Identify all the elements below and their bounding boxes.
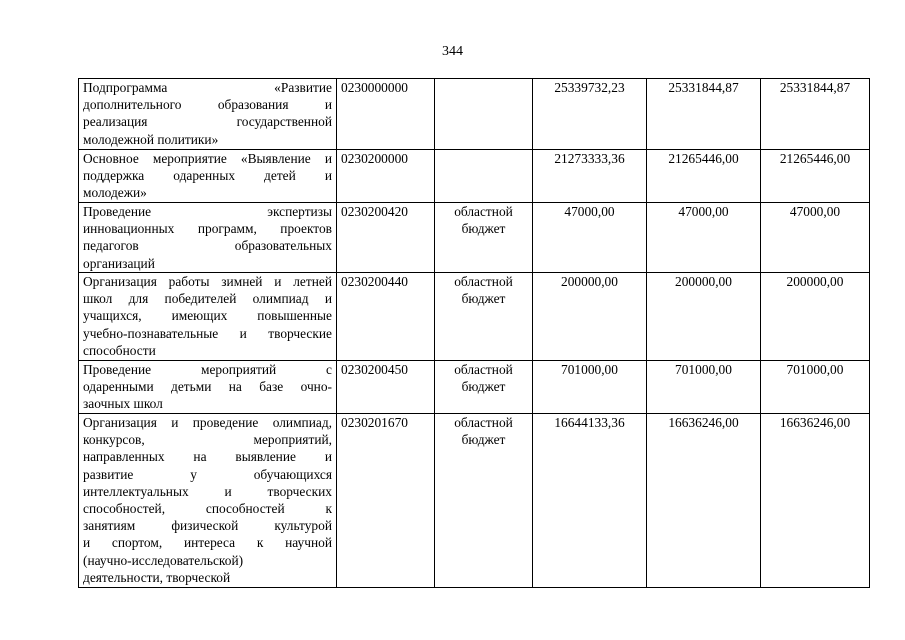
row-amount-cell-1: 47000,00 [533,203,647,273]
row-name-line: заочных школ [83,396,163,412]
row-name-line: реализация государственной [83,114,332,130]
row-amount-cell-1: 16644133,36 [533,414,647,588]
row-amount-cell-3: 200000,00 [761,273,870,361]
row-amount-cell-3: 16636246,00 [761,414,870,588]
table-row [79,414,870,588]
row-code-cell: 0230200440 [337,273,435,361]
table-row [79,150,870,203]
row-funding-source-line: областной [454,415,513,430]
row-name-line: инновационных программ, проектов [83,221,332,237]
row-funding-source-cell [435,414,533,588]
row-code-cell: 0230200450 [337,361,435,414]
row-amount-cell-1: 200000,00 [533,273,647,361]
row-code-cell: 0230200000 [337,150,435,203]
row-name-line: учебно-познавательные и творческие [83,325,332,341]
row-name-line: (научно-исследовательской) [83,552,244,568]
row-name-line: учащихся, имеющих повышенные [83,308,332,324]
row-name-cell [79,150,337,203]
row-funding-source-line: областной [454,204,513,219]
row-funding-source-cell [435,361,533,414]
row-name-line: Основное мероприятие «Выявление и [83,151,332,166]
row-funding-source-cell [435,273,533,361]
row-name-line: педагогов образовательных [83,238,332,254]
row-name-line: одаренными детьми на базе очно- [83,379,332,395]
row-funding-source-line: бюджет [461,379,506,395]
table-row [79,361,870,414]
row-name-cell [79,79,337,150]
row-amount-cell-3: 25331844,87 [761,79,870,150]
table-row [79,79,870,150]
row-amount-cell-3: 21265446,00 [761,150,870,203]
row-amount-cell-2: 25331844,87 [647,79,761,150]
row-amount-cell-1: 21273333,36 [533,150,647,203]
row-name-cell [79,273,337,361]
row-name-line: Организация и проведение олимпиад, [83,415,332,430]
row-name-line: Проведение экспертизы [83,204,332,219]
row-code-cell: 0230201670 [337,414,435,588]
row-amount-cell-1: 701000,00 [533,361,647,414]
table-row [79,273,870,361]
row-name-line: Подпрограмма «Развитие [83,80,332,95]
row-funding-source-cell [435,150,533,203]
row-name-cell [79,414,337,588]
row-name-line: Проведение мероприятий с [83,362,332,377]
row-name-cell [79,203,337,273]
row-name-line: Организация работы зимней и летней [83,274,332,289]
table-row [79,203,870,273]
row-name-line: молодежной политики» [83,131,219,147]
row-funding-source-line: бюджет [461,221,506,237]
row-name-line: деятельности, творческой [83,569,231,585]
row-name-line: способности [83,342,156,358]
row-amount-cell-2: 16636246,00 [647,414,761,588]
row-funding-source-line: бюджет [461,432,506,448]
row-name-line: поддержка одаренных детей и [83,168,332,184]
row-funding-source-line: бюджет [461,291,506,307]
row-funding-source-line: областной [454,362,513,377]
page-number: 344 [442,44,463,59]
budget-table [78,78,870,588]
row-name-line: направленных на выявление и [83,449,332,465]
row-code-cell: 0230200420 [337,203,435,273]
row-amount-cell-2: 21265446,00 [647,150,761,203]
budget-table-body [79,79,870,588]
row-name-line: организаций [83,255,155,271]
row-name-line: конкурсов, мероприятий, [83,432,332,448]
row-amount-cell-1: 25339732,23 [533,79,647,150]
row-code-cell: 0230000000 [337,79,435,150]
row-funding-source-line: областной [454,274,513,289]
row-funding-source-cell [435,79,533,150]
row-amount-cell-3: 47000,00 [761,203,870,273]
row-amount-cell-2: 200000,00 [647,273,761,361]
row-amount-cell-2: 701000,00 [647,361,761,414]
row-name-line: занятиям физической культурой [83,518,332,534]
row-amount-cell-2: 47000,00 [647,203,761,273]
row-name-line: развитие у обучающихся [83,466,332,482]
row-name-cell [79,361,337,414]
row-name-line: молодежи» [83,185,147,201]
row-amount-cell-3: 701000,00 [761,361,870,414]
row-name-line: способностей, способностей к [83,501,332,517]
row-name-line: дополнительного образования и [83,97,332,113]
row-funding-source-cell [435,203,533,273]
row-name-line: интеллектуальных и творческих [83,483,332,499]
row-name-line: и спортом, интереса к научной [83,535,332,551]
row-name-line: школ для победителей олимпиад и [83,291,332,307]
